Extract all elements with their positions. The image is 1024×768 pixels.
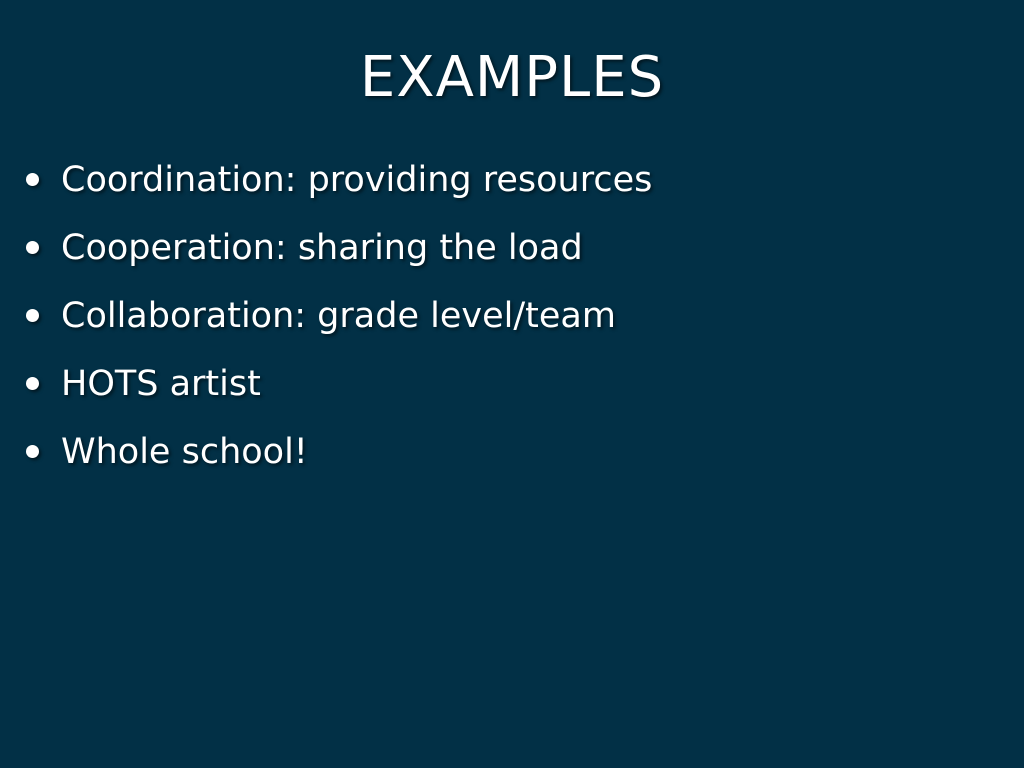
- bullet-item: [22, 423, 652, 491]
- bullet-dot-icon: [26, 377, 39, 390]
- bullet-item: [22, 355, 652, 423]
- bullet-text: HOTS artist: [61, 364, 261, 404]
- bullet-text: Coordination: providing resources: [61, 160, 653, 200]
- bullet-dot-icon: [26, 241, 39, 254]
- bullet-dot-icon: [26, 309, 39, 322]
- slide-title: EXAMPLES: [359, 45, 665, 110]
- bullet-list: [22, 151, 652, 491]
- bullet-dot-icon: [26, 445, 39, 458]
- bullet-dot-icon: [26, 173, 39, 186]
- bullet-item: [22, 287, 652, 355]
- bullet-text: Whole school!: [61, 432, 308, 472]
- bullet-item: [22, 151, 652, 219]
- bullet-text: Collaboration: grade level/team: [61, 296, 616, 336]
- bullet-text: Cooperation: sharing the load: [61, 228, 583, 268]
- bullet-item: [22, 219, 652, 287]
